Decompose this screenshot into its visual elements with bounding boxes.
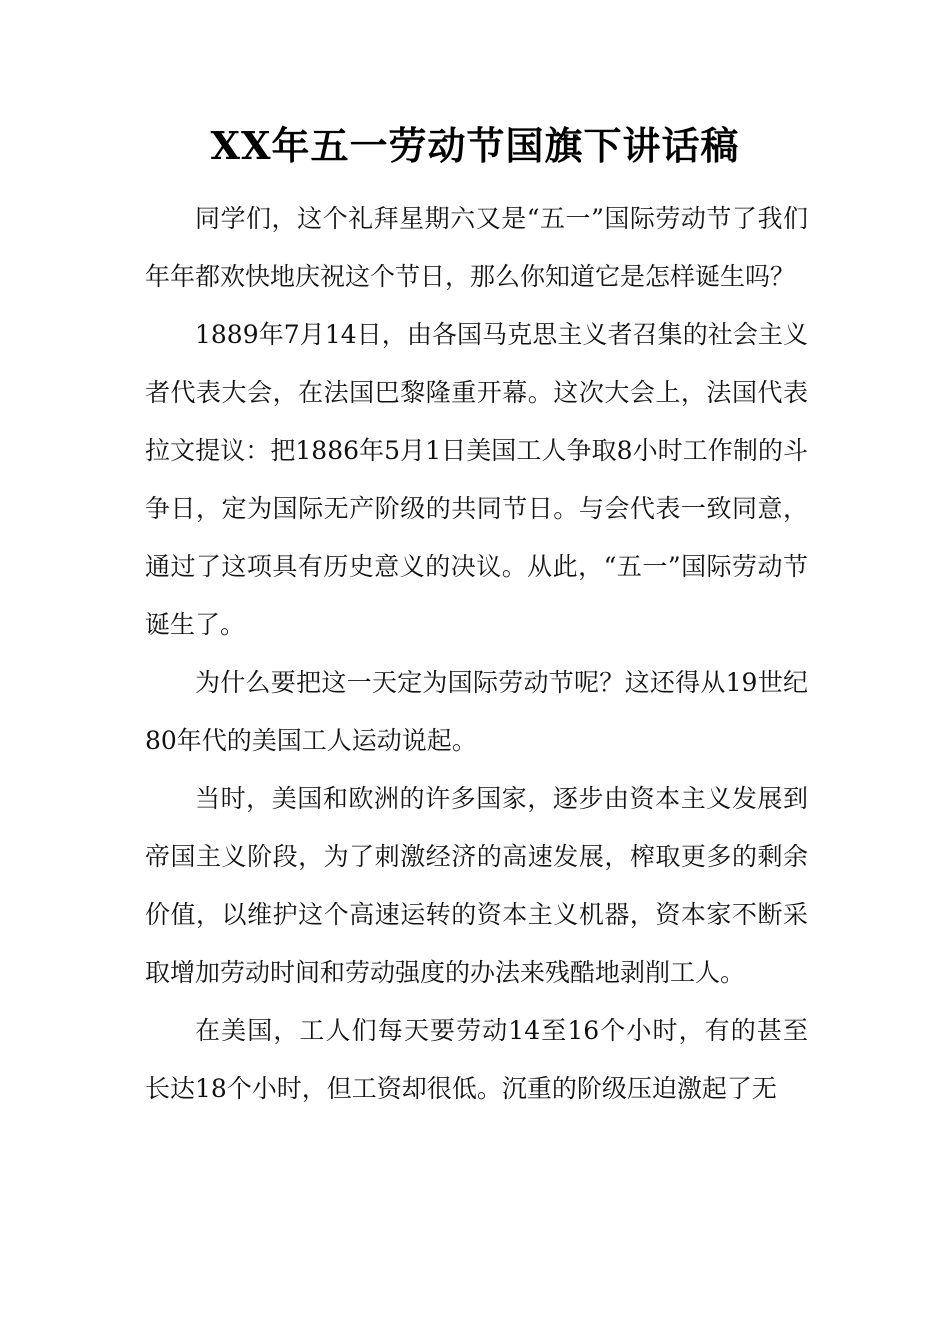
- paragraph-3: 为什么要把这一天定为国际劳动节呢？这还得从19世纪80年代的美国工人运动说起。: [145, 668, 808, 755]
- document-title: XX年五一劳动节国旗下讲话稿: [210, 123, 740, 168]
- paragraph-5: 在美国，工人们每天要劳动14至16个小时，有的甚至长达18个小时，但工资却很低。沉重的阶级压迫激起了无: [145, 1016, 808, 1103]
- paragraph-4: 当时，美国和欧洲的许多国家，逐步由资本主义发展到帝国主义阶段，为了刺激经济的高速发展，榨取更多的剩余价值，以维护这个高速运转的资本主义机器，资本家不断采取增加劳动时间和劳动强度的办法来残酷地剥削工人。: [145, 784, 808, 987]
- document-body: [145, 190, 808, 1118]
- paragraph-2: 1889年7月14日，由各国马克思主义者召集的社会主义者代表大会，在法国巴黎隆重开幕。这次大会上，法国代表拉文提议：把1886年5月1日美国工人争取8小时工作制的斗争日，定为国际无产阶级的共同节日。与会代表一致同意，通过了这项具有历史意义的决议。从此，“五一”国际劳动节诞生了。: [145, 320, 808, 639]
- paragraph-1: 同学们，这个礼拜星期六又是“五一”国际劳动节了我们年年都欢快地庆祝这个节日，那么你知道它是怎样诞生吗？: [145, 204, 808, 291]
